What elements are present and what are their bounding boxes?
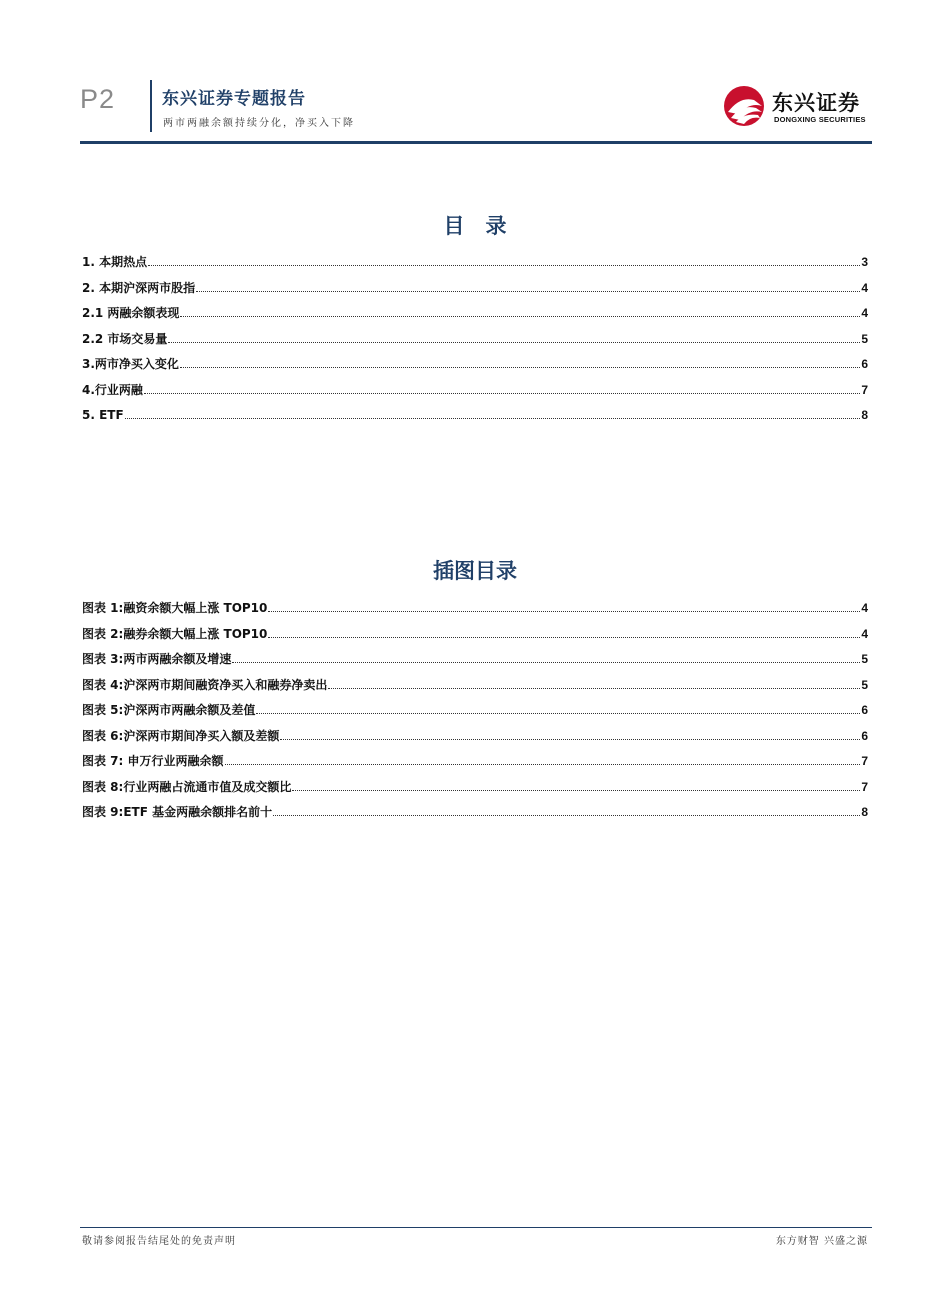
toc-entry-page: 4 bbox=[861, 280, 868, 295]
toc-entry-page: 5 bbox=[861, 331, 868, 346]
report-title: 东兴证券专题报告 bbox=[162, 89, 306, 109]
dot-leader bbox=[180, 315, 860, 317]
dot-leader bbox=[280, 738, 860, 740]
toc-entry[interactable] bbox=[82, 281, 868, 307]
dot-leader bbox=[225, 763, 861, 765]
report-subtitle: 两市两融余额持续分化，净买入下降 bbox=[163, 118, 355, 129]
toc-entry-page: 7 bbox=[861, 382, 868, 397]
figure-entry-title: 图表 9:ETF 基金两融余额排名前十 bbox=[82, 805, 273, 819]
toc-entry-title: 3.两市净买入变化 bbox=[82, 357, 179, 371]
figure-entry[interactable] bbox=[82, 652, 868, 678]
footer-rule bbox=[80, 1227, 872, 1228]
toc-entry-title: 1. 本期热点 bbox=[82, 255, 148, 269]
toc-list bbox=[82, 255, 868, 434]
dot-leader bbox=[292, 789, 860, 791]
figure-entry-page: 6 bbox=[861, 728, 868, 743]
figure-entry-page: 5 bbox=[861, 652, 868, 666]
dot-leader bbox=[125, 417, 861, 419]
dot-leader bbox=[232, 661, 860, 663]
toc-entry[interactable] bbox=[82, 408, 868, 434]
logo-english-name: DONGXING SECURITIES bbox=[774, 115, 866, 124]
toc-entry-page: 6 bbox=[861, 357, 868, 371]
dot-leader bbox=[273, 814, 860, 816]
figure-entry[interactable] bbox=[82, 729, 868, 755]
dot-leader bbox=[328, 687, 860, 689]
footer-slogan: 东方财智 兴盛之源 bbox=[775, 1236, 868, 1247]
page-number-label: P2 bbox=[80, 84, 116, 114]
figures-list bbox=[82, 601, 868, 831]
figure-entry-title: 图表 3:两市两融余额及增速 bbox=[82, 652, 232, 666]
header-divider bbox=[150, 80, 152, 132]
toc-entry-title: 2. 本期沪深两市股指 bbox=[82, 280, 196, 295]
figure-entry-page: 7 bbox=[861, 779, 868, 794]
dot-leader bbox=[148, 264, 860, 266]
company-logo bbox=[722, 82, 872, 130]
figure-entry-title: 图表 2:融券余额大幅上涨 TOP10 bbox=[82, 626, 268, 641]
figure-entry-title: 图表 5:沪深两市两融余额及差值 bbox=[82, 703, 256, 717]
toc-entry[interactable] bbox=[82, 255, 868, 281]
figure-entry-page: 4 bbox=[861, 626, 868, 641]
dot-leader bbox=[196, 290, 860, 292]
figure-entry-title: 图表 7: 申万行业两融余额 bbox=[82, 754, 224, 768]
figure-entry-page: 7 bbox=[861, 754, 868, 768]
dot-leader bbox=[144, 392, 860, 394]
figure-entry[interactable] bbox=[82, 703, 868, 729]
toc-entry[interactable] bbox=[82, 332, 868, 358]
toc-entry[interactable] bbox=[82, 357, 868, 383]
toc-entry-page: 3 bbox=[861, 255, 868, 269]
toc-entry[interactable] bbox=[82, 306, 868, 332]
figures-heading: 插图目录 bbox=[433, 559, 517, 583]
toc-entry-title: 2.2 市场交易量 bbox=[82, 331, 168, 346]
figure-entry-title: 图表 6:沪深两市期间净买入额及差额 bbox=[82, 728, 280, 743]
figure-entry-title: 图表 8:行业两融占流通市值及成交额比 bbox=[82, 779, 292, 794]
toc-entry-page: 4 bbox=[861, 306, 868, 320]
figure-entry[interactable] bbox=[82, 754, 868, 780]
toc-entry-title: 5. ETF bbox=[82, 408, 124, 422]
dot-leader bbox=[268, 610, 860, 612]
figure-entry-page: 4 bbox=[861, 601, 868, 615]
figure-entry-page: 5 bbox=[861, 677, 868, 692]
figure-entry[interactable] bbox=[82, 780, 868, 806]
figure-entry[interactable] bbox=[82, 805, 868, 831]
figure-entry-page: 8 bbox=[861, 805, 868, 819]
figure-entry-title: 图表 4:沪深两市期间融资净买入和融券净卖出 bbox=[82, 677, 328, 692]
toc-entry-title: 2.1 两融余额表现 bbox=[82, 306, 180, 320]
dot-leader bbox=[268, 636, 860, 638]
header-rule bbox=[80, 141, 872, 144]
toc-entry-title: 4.行业两融 bbox=[82, 382, 143, 397]
figure-entry[interactable] bbox=[82, 678, 868, 704]
dot-leader bbox=[256, 712, 860, 714]
logo-chinese-name: 东兴证券 bbox=[772, 91, 860, 115]
figure-entry[interactable] bbox=[82, 601, 868, 627]
dot-leader bbox=[168, 341, 860, 343]
figure-entry-page: 6 bbox=[861, 703, 868, 717]
footer-disclaimer-note: 敬请参阅报告结尾处的免责声明 bbox=[82, 1236, 236, 1247]
figure-entry[interactable] bbox=[82, 627, 868, 653]
logo-emblem-icon bbox=[722, 82, 770, 130]
toc-heading: 目 录 bbox=[443, 214, 507, 238]
figure-entry-title: 图表 1:融资余额大幅上涨 TOP10 bbox=[82, 601, 268, 615]
dot-leader bbox=[180, 366, 860, 368]
toc-entry-page: 8 bbox=[861, 408, 868, 422]
toc-entry[interactable] bbox=[82, 383, 868, 409]
